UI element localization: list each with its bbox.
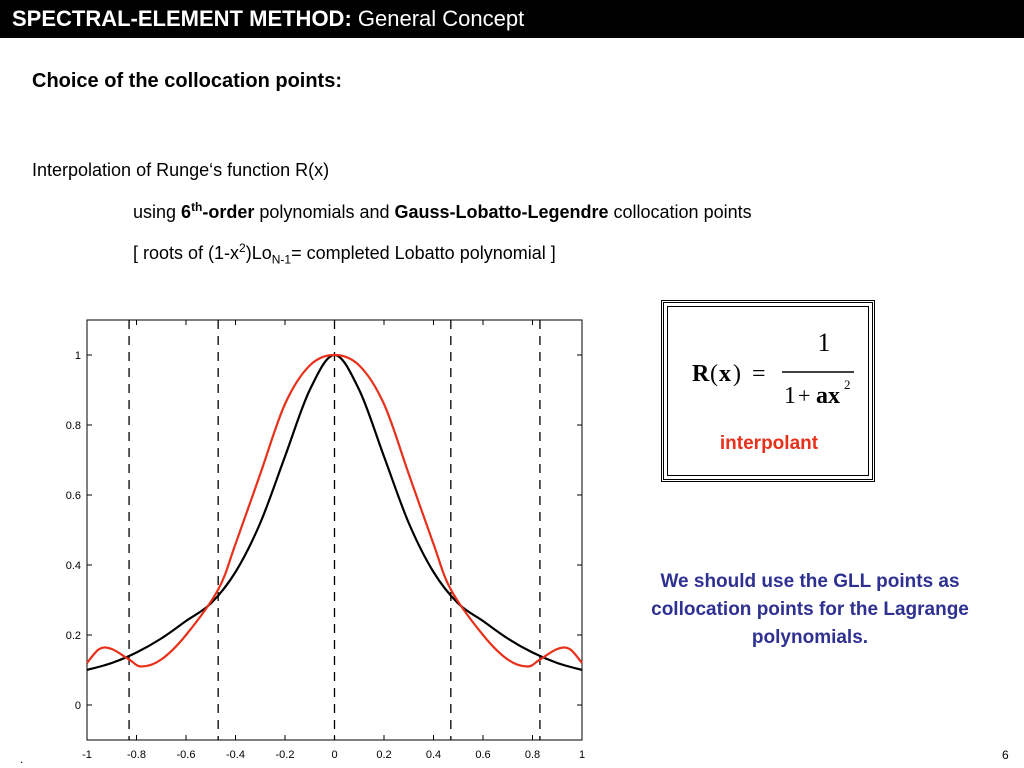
slide-title-rest: General Concept — [351, 6, 525, 31]
x-tick-label: -0.4 — [226, 749, 245, 761]
x-tick-label: -0.2 — [275, 749, 295, 761]
text-line-3: [ roots of $(1-x^2)Lo_{N-1}=$ completed Lobatto polynomial ] — [133, 241, 556, 267]
x-tick-label: 0.8 — [524, 749, 541, 761]
y-tick-label: 0.6 — [65, 490, 81, 502]
formula-den-plus: + — [798, 383, 811, 408]
x-tick-label: 0.6 — [475, 749, 491, 761]
formula-equals: = — [752, 361, 766, 387]
formula-den-ax: ax — [816, 383, 840, 409]
footer-dot: . — [20, 752, 24, 766]
formula-den-exp: 2 — [844, 377, 851, 392]
x-tick-label: 1 — [578, 749, 586, 761]
text-line-1: Interpolation of Runge‘s function R(x) — [32, 160, 330, 180]
formula-close-paren: ) — [733, 361, 741, 387]
line2-mid: polynomials and — [254, 202, 395, 222]
text-line-2 — [133, 202, 752, 223]
y-tick-label: 1 — [74, 350, 81, 362]
formula-open-paren: ( — [710, 361, 718, 387]
formula-R: R — [692, 361, 710, 387]
chart-root — [66, 320, 585, 761]
title-bar — [0, 0, 1024, 38]
x-tick-label: -1 — [82, 749, 92, 761]
formula-den-one: 1 — [784, 383, 796, 409]
subheading: Choice of the collocation points: — [32, 70, 342, 92]
slide-title-bold: SPECTRAL-ELEMENT METHOD: — [12, 6, 352, 31]
y-tick-label: 0.4 — [65, 560, 81, 572]
formula-x: x — [719, 361, 731, 387]
line2-pre: using — [133, 202, 182, 222]
x-tick-label: 0.2 — [376, 749, 392, 761]
x-tick-label: 0.4 — [425, 749, 442, 761]
slide-title — [12, 0, 524, 38]
y-tick-label: 0 — [74, 700, 81, 712]
page-number: 6 — [1002, 748, 1009, 762]
interpolant-caption: interpolant — [719, 433, 819, 454]
line2-gll: Gauss-Lobatto-Legendre — [394, 202, 609, 222]
formula-box — [661, 300, 875, 482]
formula-numerator: 1 — [817, 328, 831, 357]
x-tick-label: -0.6 — [176, 749, 196, 761]
line2-end: collocation points — [608, 202, 752, 222]
y-tick-label: 0.8 — [65, 420, 81, 432]
x-tick-label: 0 — [331, 749, 338, 761]
x-tick-label: -0.8 — [127, 749, 146, 761]
runge-plot — [0, 300, 600, 768]
line2-order: 6th-order — [181, 200, 255, 222]
runge-formula — [684, 317, 854, 417]
gll-note: We should use the GLL points as collocation points for the Lagrange polynomials. — [651, 571, 969, 648]
y-tick-label: 0.2 — [65, 630, 81, 642]
